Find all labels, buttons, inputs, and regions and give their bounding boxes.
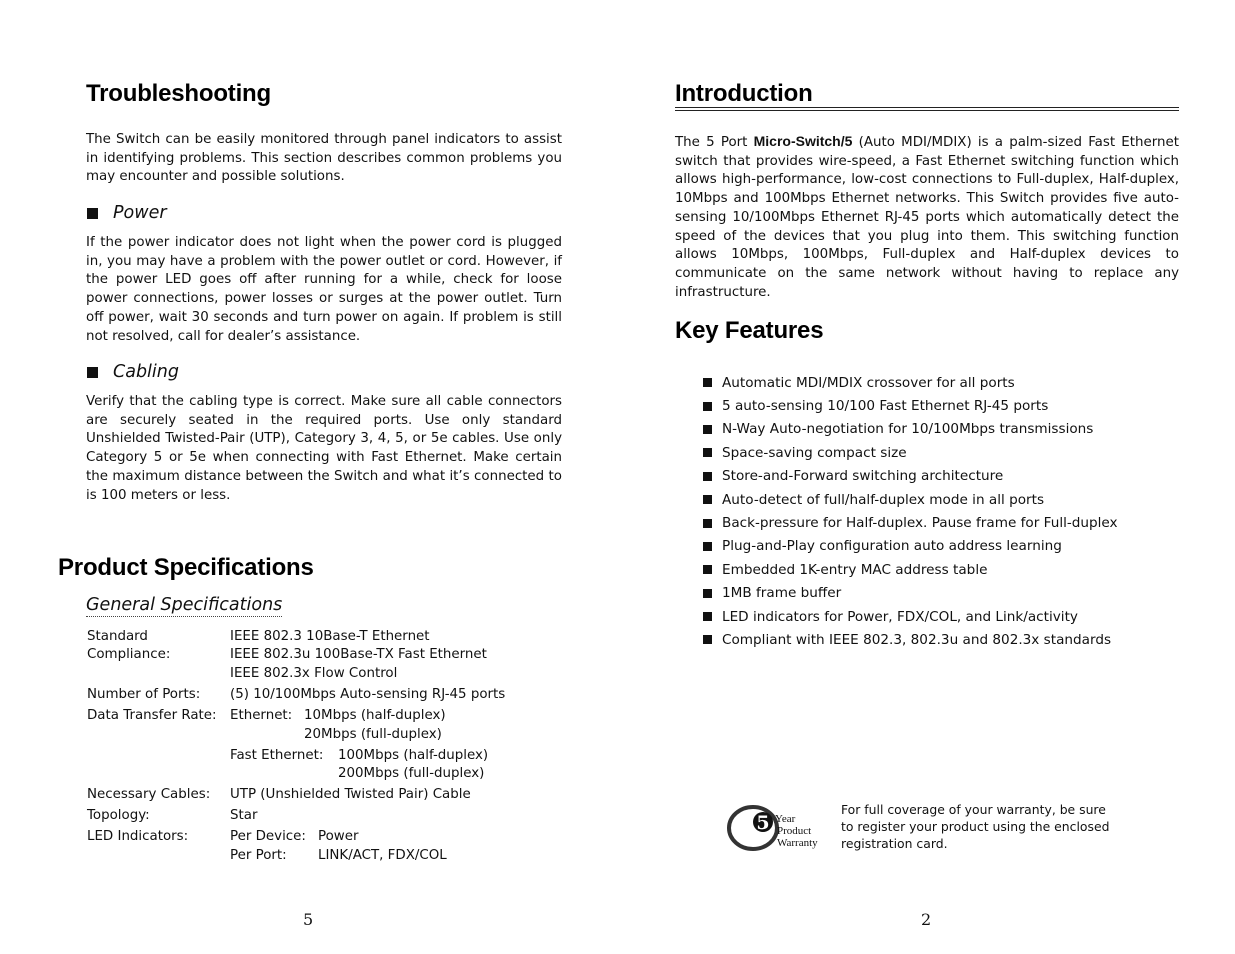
warranty-logo-icon xyxy=(727,802,823,854)
list-item xyxy=(703,371,1118,394)
introduction-paragraph xyxy=(675,132,1179,302)
intro-text-before: The 5 Port xyxy=(675,135,754,150)
power-subheading xyxy=(87,203,167,223)
square-bullet-icon xyxy=(703,635,712,644)
square-bullet-icon xyxy=(703,612,712,621)
spec-label: Necessary Cables: xyxy=(87,787,211,802)
square-bullet-icon xyxy=(703,495,712,504)
square-bullet-icon xyxy=(703,425,712,434)
list-item xyxy=(703,558,1118,581)
power-subheading-label: Power xyxy=(113,203,167,223)
troubleshooting-heading: Troubleshooting xyxy=(86,80,271,107)
spec-value: IEEE 802.3 10Base-T Ethernet xyxy=(230,629,430,644)
heading-rule xyxy=(675,110,1179,111)
square-bullet-icon xyxy=(703,402,712,411)
square-bullet-icon xyxy=(703,448,712,457)
square-bullet-icon xyxy=(703,589,712,598)
square-bullet-icon xyxy=(703,565,712,574)
spec-value: 10Mbps (half-duplex) xyxy=(304,708,446,723)
list-item xyxy=(703,511,1118,534)
cabling-subheading-label: Cabling xyxy=(113,362,179,382)
spec-label: Topology: xyxy=(87,808,150,823)
list-item xyxy=(703,582,1118,605)
feature-text: Store-and-Forward switching architecture xyxy=(722,468,1004,485)
feature-text: 1MB frame buffer xyxy=(722,585,842,602)
troubleshooting-intro: The Switch can be easily monitored through panel indicators to assist in identifying problems. This section describes common problems you may encounter and possible solutions. xyxy=(86,132,562,185)
feature-text: 5 auto-sensing 10/100 Fast Ethernet RJ-45 ports xyxy=(722,398,1049,415)
spec-value: 200Mbps (full-duplex) xyxy=(338,766,485,781)
feature-text: Back-pressure for Half-duplex. Pause frame for Full-duplex xyxy=(722,515,1118,532)
list-item xyxy=(703,465,1118,488)
feature-text: Auto-detect of full/half-duplex mode in all ports xyxy=(722,491,1045,508)
spec-label: Number of Ports: xyxy=(87,687,201,702)
feature-text: Embedded 1K-entry MAC address table xyxy=(722,561,988,578)
general-specifications-subheading: General Specifications xyxy=(86,595,283,615)
square-bullet-icon xyxy=(87,367,98,378)
square-bullet-icon xyxy=(703,519,712,528)
product-name: Micro-Switch/5 xyxy=(753,133,853,149)
spec-value: Star xyxy=(230,808,258,823)
feature-text: LED indicators for Power, FDX/COL, and Link/activity xyxy=(722,608,1078,625)
feature-text: N-Way Auto-negotiation for 10/100Mbps transmissions xyxy=(722,421,1094,438)
spec-sublabel: Per Device: xyxy=(230,829,306,844)
list-item xyxy=(703,418,1118,441)
square-bullet-icon xyxy=(703,378,712,387)
warranty-logo-year: Year xyxy=(775,813,796,825)
spec-value: (5) 10/100Mbps Auto-sensing RJ-45 ports xyxy=(230,687,506,702)
intro-text-after: (Auto MDI/MDIX) is a palm-sized Fast Ethernet switch that provides wire-speed, a Fast Ethernet switching function which allows high-performance, low-cost connections to Full-duplex, Half-duplex, 10Mbps and 100Mbps Ethernet networks. This Switch provides five auto-sensing 10/100Mbps Ethernet RJ-45 ports which automatically detect the speed of the devices that you plug into them. This switching function allows 10Mbps, 100Mbps, Full-duplex and Half-duplex devices to communicate on the same network without having to replace any infrastructure. xyxy=(675,135,1179,300)
cabling-paragraph: Verify that the cabling type is correct. Make sure all cable connectors are securely seated in the required ports. Use only standard Unshielded Twisted-Pair (UTP), Category 3, 4, 5, or 5e cables. Use only Category 5 or 5e when connecting with Fast Ethernet. Make certain the maximum distance between the Switch and what it’s connected to is 100 meters or less. xyxy=(86,394,562,503)
square-bullet-icon xyxy=(703,542,712,551)
spec-value: Power xyxy=(318,829,359,844)
spec-sublabel: Ethernet: xyxy=(230,708,293,723)
warranty-logo-product: Product xyxy=(777,825,812,837)
list-item xyxy=(703,394,1118,417)
feature-text: Space-saving compact size xyxy=(722,444,907,461)
list-item xyxy=(703,628,1118,651)
introduction-heading: Introduction xyxy=(675,80,813,107)
square-bullet-icon xyxy=(87,208,98,219)
warranty-logo-number: 5 xyxy=(756,812,770,834)
square-bullet-icon xyxy=(703,472,712,481)
list-item xyxy=(703,441,1118,464)
feature-text: Automatic MDI/MDIX crossover for all ports xyxy=(722,374,1015,391)
key-features-list xyxy=(703,371,1118,652)
spec-value: 100Mbps (half-duplex) xyxy=(338,748,489,763)
spec-value: LINK/ACT, FDX/COL xyxy=(318,848,447,863)
warranty-logo-warranty: Warranty xyxy=(777,837,818,849)
spec-value: IEEE 802.3u 100Base-TX Fast Ethernet xyxy=(230,647,487,662)
spec-value: 20Mbps (full-duplex) xyxy=(304,727,442,742)
spec-label: LED Indicators: xyxy=(87,829,189,844)
spec-sublabel: Fast Ethernet: xyxy=(230,748,324,763)
spec-label: Standard xyxy=(87,629,148,644)
spec-value: UTP (Unshielded Twisted Pair) Cable xyxy=(230,787,471,802)
key-features-heading: Key Features xyxy=(675,317,824,344)
power-paragraph: If the power indicator does not light when the power cord is plugged in, you may have a problem with the power outlet or cord. However, if the power LED goes off after running for a while, check for loose power connections, power losses or surges at the power outlet. Turn off power, wait 30 seconds and turn power on again. If problem is still not resolved, call for dealer’s assistance. xyxy=(86,235,562,344)
spec-value: IEEE 802.3x Flow Control xyxy=(230,666,398,681)
list-item xyxy=(703,488,1118,511)
warranty-text: For full coverage of your warranty, be sure to register your product using the enclosed registration card. xyxy=(841,802,1110,852)
cabling-subheading xyxy=(87,362,179,382)
page-number-right: 2 xyxy=(921,910,932,929)
spec-label: Compliance: xyxy=(87,647,171,662)
list-item xyxy=(703,605,1118,628)
spec-label: Data Transfer Rate: xyxy=(87,708,217,723)
list-item xyxy=(703,535,1118,558)
heading-rule xyxy=(675,107,1179,108)
product-specifications-heading: Product Specifications xyxy=(58,554,314,581)
feature-text: Compliant with IEEE 802.3, 802.3u and 802.3x standards xyxy=(722,631,1112,648)
page-number-left: 5 xyxy=(303,910,314,929)
spec-sublabel: Per Port: xyxy=(230,848,287,863)
feature-text: Plug-and-Play configuration auto address learning xyxy=(722,538,1062,555)
